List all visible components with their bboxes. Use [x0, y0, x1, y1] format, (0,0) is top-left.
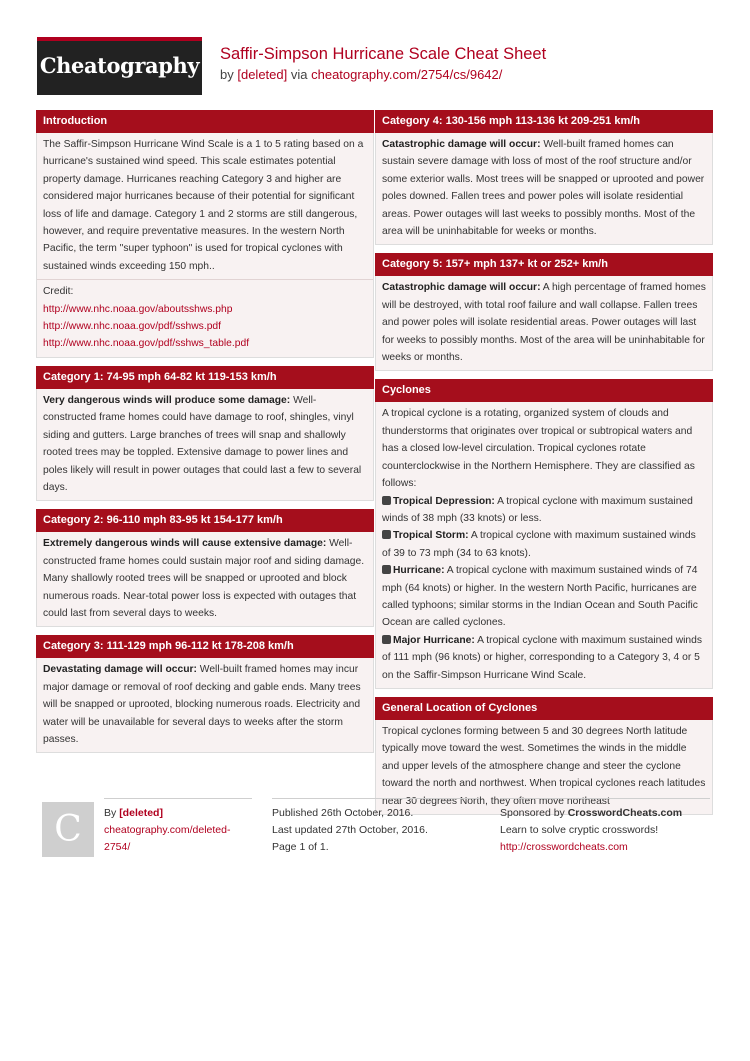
credit-label: Credit: [43, 286, 74, 298]
category-3-section [36, 635, 374, 753]
published-date: Published 26th October, 2016. [272, 807, 414, 819]
square-bullet-icon [382, 635, 391, 644]
footer-dates [272, 798, 480, 856]
damage-lead: Extremely dangerous winds will cause extensive damage: [43, 538, 327, 550]
damage-lead: Catastrophic damage will occur: [382, 282, 541, 294]
classification-text: A tropical cyclone with maximum sustained winds of 38 mph (33 knots) or less. [382, 495, 693, 524]
cyclones-content [376, 402, 712, 688]
credit-link[interactable]: http://www.nhc.noaa.gov/aboutsshws.php [43, 303, 233, 315]
updated-date: Last updated 27th October, 2016. [272, 824, 428, 836]
logo-accent-bar [37, 37, 202, 41]
location-text: Tropical cyclones forming between 5 and 30 degrees North latitude typically move toward the west. Sometimes the winds in the middle and upper levels of the atmosphere change and steer the cyclone toward the north and northwest. When tropical cyclones reach latitudes near 30 degrees North, they often move northeast [382, 725, 706, 807]
section-title: General Location of Cyclones [375, 697, 713, 720]
damage-text: Well-built framed homes may incur major damage or removal of roof decking and gable ends. Many trees will be snapped or uprooted, blocking numerous roads. Electricity and water will be unavailable for several days to weeks after the storm passes. [43, 664, 361, 745]
page-title: Saffir-Simpson Hurricane Scale Cheat Sheet [220, 45, 547, 63]
classification-text: A tropical cyclone with maximum sustained winds of 39 to 73 mph (34 to 63 knots). [382, 530, 696, 559]
section-title: Introduction [36, 110, 374, 133]
damage-text: Well-constructed frame homes could have damage to roof, shingles, vinyl siding and gutters. Large branches of trees will snap and shallowly rooted trees may be toppled. Extensive damage to power lines and poles likely will result in power outages that could last a few to several days. [43, 394, 362, 493]
cyclones-intro: A tropical cyclone is a rotating, organized system of clouds and thunderstorms that originates over tropical or subtropical waters and has a closed low-level circulation. Tropical cyclones rotate counterclockwise in the Northern Hemisphere. They are classified as follows: [382, 408, 695, 490]
footer-author-url[interactable]: cheatography.com/deleted- [104, 824, 231, 836]
section-title: Category 2: 96-110 mph 83-95 kt 154-177 km/h [36, 509, 374, 532]
sponsor-tagline: Learn to solve cryptic crosswords! [500, 824, 659, 836]
sponsored-by-label: Sponsored by [500, 807, 565, 819]
classification-text: A tropical cyclone with maximum sustained winds of 74 mph (64 knots) or higher. In the western North Pacific, hurricanes are called typhoons; similar storms in the Indian Ocean and South Pacific Ocean are called cyclones. [382, 565, 698, 629]
credit-link[interactable]: http://www.nhc.noaa.gov/pdf/sshws.pdf [43, 321, 222, 333]
footer-author-link[interactable]: [deleted] [119, 807, 163, 819]
classification-text: A tropical cyclone with maximum sustained winds of 111 mph (96 knots) or higher, corresponding to a Category 3, 4 or 5 on the Saffir-Simpson Hurricane Wind Scale. [382, 634, 703, 681]
damage-text: A high percentage of framed homes will be destroyed, with total roof failure and wall collapse. Fallen trees and power poles will isolate residential areas. Power outages will last for weeks to possibly months. Most of the area will be uninhabitable for weeks or months. [382, 282, 706, 364]
category-description [37, 532, 373, 626]
author-avatar[interactable]: C [42, 802, 94, 857]
right-column [375, 110, 713, 823]
page-footer [0, 798, 750, 878]
footer-by: By [104, 807, 117, 819]
footer-sponsor [500, 798, 710, 856]
category-description [376, 133, 712, 244]
byline [220, 67, 502, 82]
sponsor-link[interactable]: http://crosswordcheats.com [500, 841, 628, 853]
square-bullet-icon [382, 496, 391, 505]
credit-row [37, 279, 373, 357]
section-title: Category 4: 130-156 mph 113-136 kt 209-251 km/h [375, 110, 713, 133]
classification-term: Major Hurricane: [393, 634, 475, 646]
category-description [376, 276, 712, 370]
square-bullet-icon [382, 530, 391, 539]
section-title: Category 1: 74-95 mph 64-82 kt 119-153 km/h [36, 366, 374, 389]
section-title: Cyclones [375, 379, 713, 402]
cyclones-section [375, 379, 713, 689]
category-1-section [36, 366, 374, 501]
damage-lead: Devastating damage will occur: [43, 664, 197, 676]
sponsor-name: CrosswordCheats.com [567, 807, 683, 819]
classification-term: Tropical Storm: [393, 530, 469, 542]
intro-text: The Saffir-Simpson Hurricane Wind Scale is a 1 to 5 rating based on a hurricane's sustained wind speed. This scale estimates potential property damage. Hurricanes reaching Category 3 and higher are considered major hurricanes because of their potential for significant loss of life and damage. Category 1 and 2 storms are still dangerous, however, and require preventative measures. In the western North Pacific, the term "super typhoon" is used for tropical cyclones with sustained winds exceeding 150 mph.. [43, 139, 364, 272]
damage-text: Well-built framed homes can sustain severe damage with loss of most of the roof structure and/or some exterior walls. Most trees will be snapped or uprooted and power poles downed. Fallen trees and power poles will isolate residential areas. Power outages will last weeks to possibly months. Most of the area will be uninhabitable for weeks or months. [382, 139, 705, 238]
damage-text: Well-constructed frame homes could sustain major roof and siding damage. Many shallowly rooted trees will be snapped or uprooted and block numerous roads. Near-total power loss is expected with outages that could last from several days to weeks. [43, 538, 365, 619]
page-header [0, 0, 750, 100]
category-4-section [375, 110, 713, 245]
byline-via: via [290, 67, 308, 82]
square-bullet-icon [382, 565, 391, 574]
sheet-url-link[interactable]: cheatography.com/2754/cs/9642/ [311, 67, 503, 82]
classification-term: Hurricane: [393, 565, 445, 577]
section-title: Category 5: 157+ mph 137+ kt or 252+ km/h [375, 253, 713, 276]
author-link[interactable]: [deleted] [237, 67, 288, 82]
category-2-section [36, 509, 374, 627]
classification-term: Tropical Depression: [393, 495, 495, 507]
category-5-section [375, 253, 713, 371]
left-column [36, 110, 374, 761]
damage-lead: Catastrophic damage will occur: [382, 139, 541, 150]
category-description [37, 389, 373, 500]
footer-author [104, 798, 252, 856]
page-number: Page 1 of 1. [272, 841, 329, 853]
intro-section [36, 110, 374, 358]
damage-lead: Very dangerous winds will produce some damage: [43, 394, 291, 406]
footer-author-url-cont[interactable]: 2754/ [104, 841, 131, 853]
byline-by: by [220, 67, 234, 82]
credit-link[interactable]: http://www.nhc.noaa.gov/pdf/sshws_table.pdf [43, 338, 250, 350]
cheatography-logo[interactable]: Cheatography [37, 37, 202, 95]
category-description [37, 658, 373, 752]
section-title: Category 3: 111-129 mph 96-112 kt 178-208 km/h [36, 635, 374, 658]
